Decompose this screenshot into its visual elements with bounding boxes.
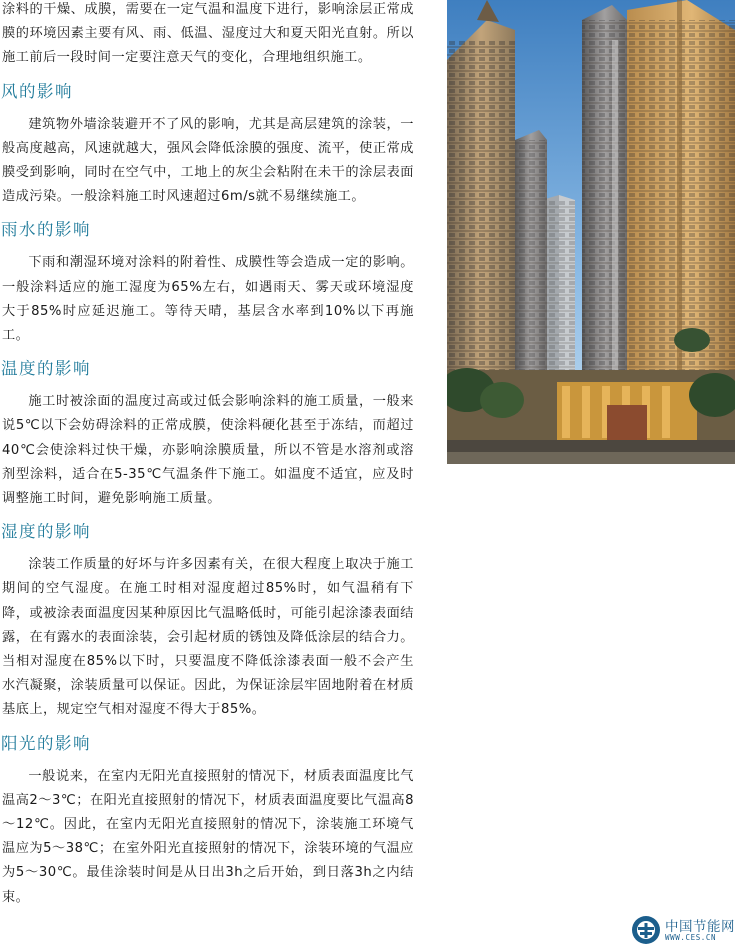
high-rise-buildings-photo bbox=[447, 0, 735, 464]
section-body-wind: 建筑物外墙涂装避开不了风的影响，尤其是高层建筑的涂装，一般高度越高，风速就越大，强风会降低涂膜的强度、流平，使正常成膜受到影响，同时在空气中，工地上的灰尘会粘附在未干的涂层表面造成污染。一般涂料施工时风速超过6m/s就不易继续施工。 bbox=[2, 116, 414, 205]
section-body-sunlight: 一般说来，在室内无阳光直接照射的情况下，材质表面温度比气温高2～3℃；在阳光直接照射的情况下，材质表面温度要比气温高8～12℃。因此，在室内无阳光直接照射的情况下，涂装施工环境气温应为5～38℃；在室外阳光直接照射的情况下，涂装环境的气温应为5～30℃。最佳涂装时间是从日出3h之后开始，到日落3h之内结束。 bbox=[2, 768, 414, 905]
watermark-logo bbox=[631, 915, 735, 945]
intro-paragraph: 涂料的干燥、成膜，需要在一定气温和温度下进行，影响涂层正常成膜的环境因素主要有风、雨、低温、湿度过大和夏天阳光直射。所以施工前后一段时间一定要注意天气的变化，合理地组织施工。 bbox=[2, 2, 414, 66]
section-body-rain: 下雨和潮湿环境对涂料的附着性、成膜性等会造成一定的影响。一般涂料适应的施工湿度为65%左右，如遇雨天、雾天或环境湿度大于85%时应延迟施工。等待天晴，基层含水率到10%以下再施工。 bbox=[2, 255, 414, 344]
watermark-url: WWW.CES.CN bbox=[665, 933, 717, 942]
section-title-sunlight: 阳光的影响 bbox=[1, 733, 91, 753]
section-title-temperature: 温度的影响 bbox=[1, 359, 91, 379]
section-body-temperature: 施工时被涂面的温度过高或过低会影响涂料的施工质量，一般来说5℃以下会妨碍涂料的正常成膜，使涂料硬化甚至于冻结，而超过40℃会使涂料过快干燥，亦影响涂膜质量，所以不管是水溶剂或溶剂型涂料，适合在5-35℃气温条件下施工。如温度不适宜，应及时调整施工时间，避免影响施工质量。 bbox=[2, 394, 414, 507]
section-title-wind: 风的影响 bbox=[1, 81, 73, 101]
section-body-humidity: 涂装工作质量的好坏与许多因素有关，在很大程度上取决于施工期间的空气湿度。在施工时相对湿度超过85%时，如气温稍有下降，或被涂表面温度因某种原因比气温略低时，可能引起涂漆表面结露，在有露水的表面涂装，会引起材质的锈蚀及降低涂层的结合力。当相对湿度在85%以下时，只要温度不降低涂漆表面一般不会产生水汽凝聚，涂装质量可以保证。因此，为保证涂层牢固地附着在材质基底上，规定空气相对湿度不得大于85%。 bbox=[2, 557, 414, 718]
watermark-name: 中国节能网 bbox=[665, 919, 735, 935]
section-title-humidity: 湿度的影响 bbox=[1, 522, 91, 542]
ces-logo-icon bbox=[631, 915, 661, 945]
section-title-rain: 雨水的影响 bbox=[1, 220, 91, 240]
